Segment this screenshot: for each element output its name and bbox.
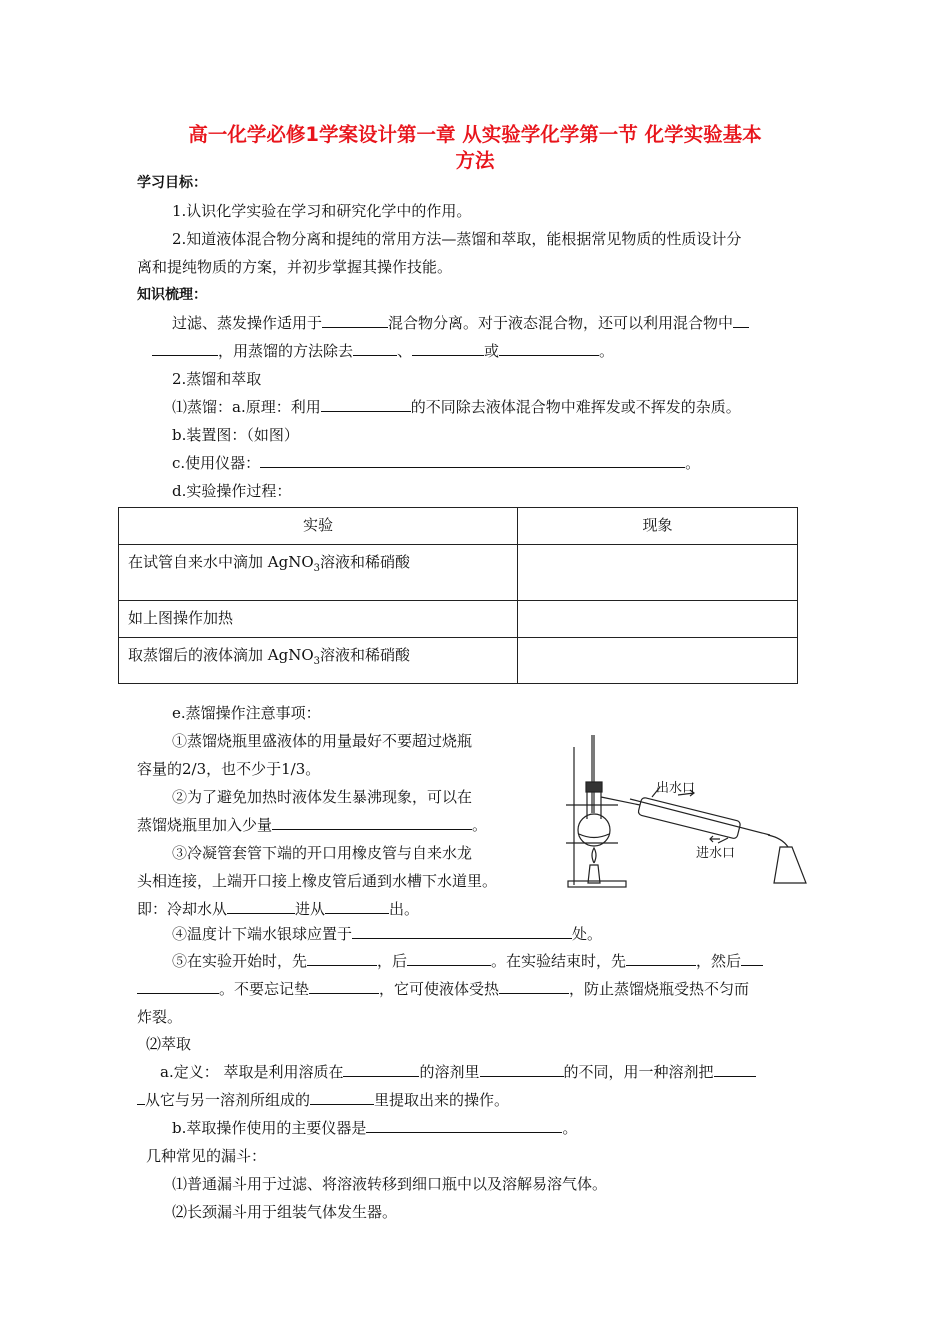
funnels-heading: 几种常见的漏斗： (146, 1147, 267, 1165)
fill-blank[interactable] (260, 453, 685, 468)
stand-base (568, 881, 626, 887)
objectives-heading: 学习目标： (137, 175, 207, 191)
fill-blank[interactable] (343, 1062, 419, 1077)
text-fragment: 处。 (572, 925, 603, 943)
fill-blank[interactable] (227, 899, 295, 914)
fill-blank[interactable] (741, 951, 763, 966)
text-fragment: b.萃取操作使用的主要仪器是 (172, 1119, 367, 1137)
arrow-icon (710, 836, 720, 842)
table-row (119, 545, 798, 601)
text-fragment: ，然后 (696, 952, 742, 970)
fill-blank[interactable] (352, 924, 572, 939)
fill-blank[interactable] (307, 951, 377, 966)
text-fragment: ，用蒸馏的方法除去 (218, 342, 354, 360)
text-fragment: 的不同，用一种溶剂把 (563, 1063, 714, 1081)
cell-text: 溶液和稀硝酸 (320, 646, 411, 664)
knowledge-para-1 (172, 313, 749, 333)
note-3-line-3 (137, 899, 419, 919)
text-fragment: 混合物分离。对于液态混合物，还可以利用混合物中 (388, 314, 734, 332)
title-line-1: 高一化学必修1学案设计第一章 从实验学化学第一节 化学实验基本 (188, 123, 762, 146)
experiment-cell (119, 601, 518, 638)
text-fragment: ，防止蒸馏烧瓶受热不匀而 (569, 980, 750, 998)
text-fragment: 。 (685, 454, 701, 472)
text-fragment: 的溶剂里 (419, 1063, 480, 1081)
extraction-instruments (172, 1118, 577, 1138)
column-header-experiment: 实验 (119, 508, 518, 545)
cell-text: 取蒸馏后的液体滴加 AgNO (128, 646, 314, 664)
note-3-line-1: ③冷凝管套管下端的开口用橡皮管与自来水龙 (172, 844, 473, 862)
funnel-item-2: ⑵长颈漏斗用于组装气体发生器。 (172, 1203, 398, 1221)
receiving-flask (774, 847, 806, 883)
extraction-heading: ⑵萃取 (146, 1035, 192, 1053)
knowledge-para-1-cont (152, 341, 614, 361)
text-fragment: 即：冷却水从 (137, 900, 228, 918)
note-1-line-1: ①蒸馏烧瓶里盛液体的用量最好不要超过烧瓶 (172, 732, 473, 750)
fill-blank[interactable] (480, 1062, 564, 1077)
cell-text: 如上图操作加热 (128, 609, 234, 627)
phenomenon-cell[interactable] (518, 638, 798, 684)
note-2-line-1: ②为了避免加热时液体发生暴沸现象，可以在 (172, 788, 473, 806)
experiment-cell (119, 545, 518, 601)
cell-subscript: 3 (313, 563, 321, 574)
distillation-procedure-label: d.实验操作过程： (172, 482, 292, 500)
outlet-label: 出水口 (656, 781, 696, 796)
fill-blank[interactable] (626, 951, 696, 966)
text-fragment: 、 (397, 342, 413, 360)
table-header-row (119, 508, 798, 545)
table-row (119, 601, 798, 638)
objective-2-line-2: 离和提纯物质的方案，并初步掌握其操作技能。 (137, 258, 453, 276)
cell-text: 在试管自来水中滴加 AgNO (128, 553, 314, 571)
fill-blank[interactable] (137, 1090, 145, 1105)
text-fragment: ⑴蒸馏：a.原理：利用 (172, 398, 321, 416)
text-fragment: a.定义： 萃取是利用溶质在 (160, 1063, 344, 1081)
fill-blank[interactable] (310, 1090, 374, 1105)
fill-blank[interactable] (366, 1118, 562, 1133)
cell-text: 溶液和稀硝酸 (320, 553, 411, 571)
text-fragment: 从它与另一溶剂所组成的 (145, 1091, 311, 1109)
text-fragment: 过滤、蒸发操作适用于 (172, 314, 323, 332)
text-fragment: ④温度计下端水银球应置于 (172, 925, 353, 943)
fill-blank[interactable] (272, 815, 472, 830)
funnel-item-1: ⑴普通漏斗用于过滤、将溶液转移到细口瓶中以及溶解易溶气体。 (172, 1175, 608, 1193)
extraction-definition-line-2 (137, 1090, 509, 1110)
text-fragment: 。 (562, 1119, 578, 1137)
flask-side-arm (601, 797, 640, 805)
distillation-apparatus-figure (560, 735, 815, 895)
alcohol-lamp (588, 865, 600, 883)
objective-2-line-1: 2.知道液体混合物分离和提纯的常用方法—蒸馏和萃取，能根据常见物质的性质设计分 (172, 230, 742, 248)
fill-blank[interactable] (714, 1062, 756, 1077)
knowledge-heading: 知识梳理： (137, 287, 207, 303)
experiment-cell (119, 638, 518, 684)
note-5-line-3: 炸裂。 (137, 1008, 183, 1026)
text-fragment: 出。 (389, 900, 420, 918)
notes-heading: e.蒸馏操作注意事项： (172, 704, 321, 722)
note-5-line-1 (172, 951, 763, 971)
note-4 (172, 924, 602, 944)
column-header-phenomenon: 现象 (518, 508, 798, 545)
text-fragment: 。 (472, 816, 488, 834)
distillation-flask (578, 814, 610, 846)
distillation-principle (172, 397, 741, 417)
text-fragment: 的不同除去液体混合物中难挥发或不挥发的杂质。 (410, 398, 741, 416)
text-fragment: ⑤在实验开始时，先 (172, 952, 308, 970)
text-fragment: 。不要忘记垫 (219, 980, 310, 998)
flame (592, 848, 596, 863)
phenomenon-cell[interactable] (518, 601, 798, 638)
text-fragment: ，它可使液体受热 (379, 980, 500, 998)
fill-blank[interactable] (137, 979, 219, 994)
fill-blank[interactable] (152, 341, 218, 356)
fill-blank[interactable] (499, 341, 599, 356)
note-3-line-2: 头相连接，上端开口接上橡皮管后通到水槽下水道里。 (137, 872, 498, 890)
page-title (130, 122, 820, 174)
adapter (768, 835, 788, 847)
distillation-instruments (172, 453, 700, 473)
inlet-label: 进水口 (696, 846, 736, 861)
text-fragment: 。 (599, 342, 615, 360)
text-fragment: 或 (484, 342, 500, 360)
section-2-heading: 2.蒸馏和萃取 (172, 370, 262, 388)
fill-blank[interactable] (322, 313, 388, 328)
condenser-jacket (638, 797, 741, 839)
fill-blank[interactable] (321, 397, 411, 412)
distillation-apparatus-label: b.装置图：（如图） (172, 426, 299, 444)
title-line-2: 方法 (455, 149, 495, 172)
fill-blank[interactable] (412, 341, 484, 356)
text-fragment: 蒸馏烧瓶里加入少量 (137, 816, 273, 834)
stopper (586, 782, 602, 792)
text-fragment: 里提取出来的操作。 (374, 1091, 510, 1109)
text-fragment: 进从 (295, 900, 326, 918)
fill-blank[interactable] (325, 899, 389, 914)
table-row (119, 638, 798, 684)
note-2-line-2 (137, 815, 487, 835)
objective-1: 1.认识化学实验在学习和研究化学中的作用。 (172, 202, 472, 220)
text-fragment: ，后 (377, 952, 408, 970)
text-fragment: 。在实验结束时，先 (491, 952, 627, 970)
fill-blank[interactable] (499, 979, 569, 994)
flask-liquid (579, 834, 609, 838)
text-fragment: c.使用仪器： (172, 454, 261, 472)
fill-blank[interactable] (733, 313, 749, 328)
extraction-definition-line-1 (160, 1062, 756, 1082)
experiment-table (118, 507, 798, 684)
fill-blank[interactable] (309, 979, 379, 994)
note-1-line-2: 容量的2/3，也不少于1/3。 (137, 760, 321, 778)
phenomenon-cell[interactable] (518, 545, 798, 601)
fill-blank[interactable] (407, 951, 491, 966)
note-5-line-2 (137, 979, 749, 999)
cell-subscript: 3 (313, 656, 321, 667)
fill-blank[interactable] (353, 341, 397, 356)
